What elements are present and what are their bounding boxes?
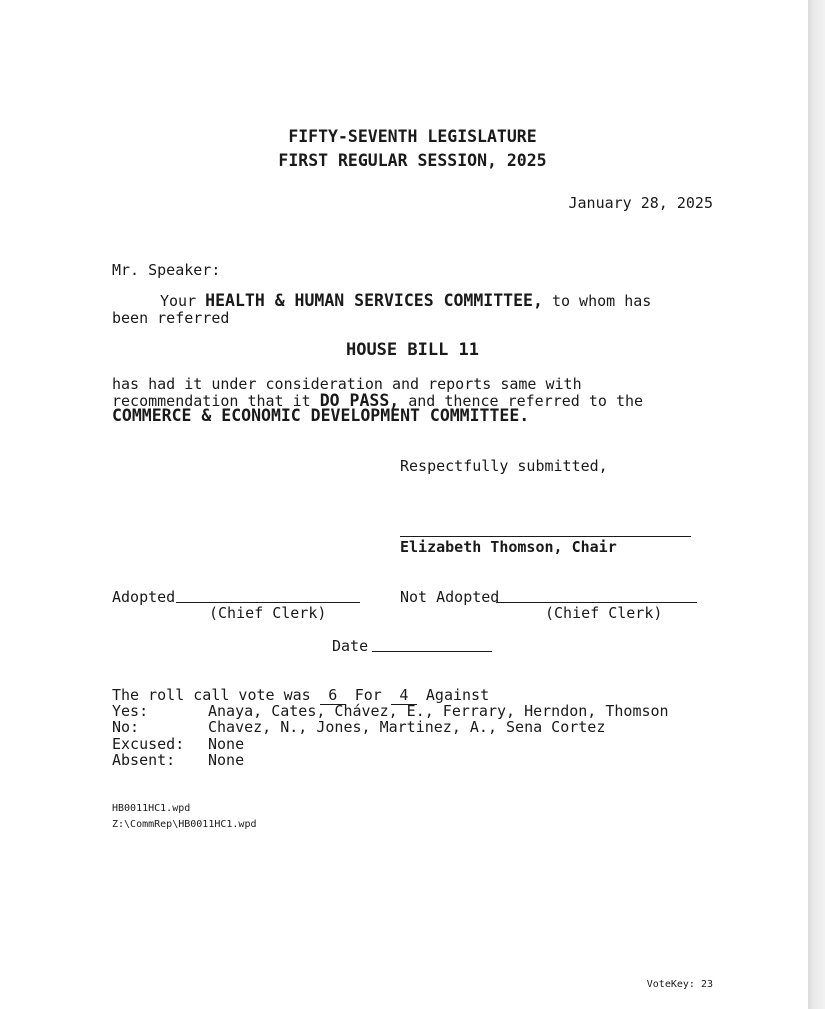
file-path: Z:\CommRep\HB0011HC1.wpd [112,819,257,830]
roll-call-names: None [208,735,245,753]
signature-line [400,536,691,537]
closing: Respectfully submitted, [400,457,608,475]
intro-prefix: Your [160,292,197,310]
roll-call-label: Yes: [112,702,149,720]
date-line [372,651,492,652]
adopted-clerk-label: (Chief Clerk) [209,604,327,622]
for-label: For [354,686,382,704]
roll-call-label: No: [112,718,140,736]
against-label: Against [425,686,490,704]
date-label: Date [332,637,369,655]
committee-name: HEALTH & HUMAN SERVICES COMMITTEE, [205,291,543,310]
for-count: 6 [320,686,346,705]
not-adopted-label: Not Adopted [400,588,500,606]
salutation: Mr. Speaker: [112,261,221,279]
legislature-heading: FIFTY-SEVENTH LEGISLATURE [288,127,537,146]
session-heading: FIRST REGULAR SESSION, 2025 [278,151,547,170]
intro-suffix: to whom has [551,292,652,310]
body-line-2-prefix: recommendation that it [112,392,311,410]
not-adopted-signature-line [496,602,697,603]
file-name: HB0011HC1.wpd [112,803,191,814]
roll-call-label: Excused: [112,735,185,753]
roll-call-names: Chavez, N., Jones, Martinez, A., Sena Cortez [208,718,606,736]
adopted-label: Adopted [112,588,176,606]
body-line-2-suffix: and thence referred to the [408,392,644,410]
not-adopted-clerk-label: (Chief Clerk) [545,604,663,622]
adopted-signature-line [176,602,360,603]
bill-title: HOUSE BILL 11 [345,340,480,360]
body-line-1: has had it under consideration and reports same with [112,375,582,393]
signer-name: Elizabeth Thomson, Chair [400,538,617,556]
vote-key: VoteKey: 23 [646,979,713,990]
report-date: January 28, 2025 [568,194,713,212]
against-count: 4 [391,686,417,705]
roll-call-names: None [208,751,245,769]
roll-call-names: Anaya, Cates, Chávez, E., Ferrary, Herndon, Thomson [208,702,669,720]
roll-call-label: Absent: [112,751,176,769]
recommendation: DO PASS, [319,391,400,410]
roll-call-intro: The roll call vote was [112,686,311,704]
referred-committee: COMMERCE & ECONOMIC DEVELOPMENT COMMITTEE. [112,406,530,425]
intro-line-2: been referred [112,309,230,327]
intro-line [160,291,651,310]
